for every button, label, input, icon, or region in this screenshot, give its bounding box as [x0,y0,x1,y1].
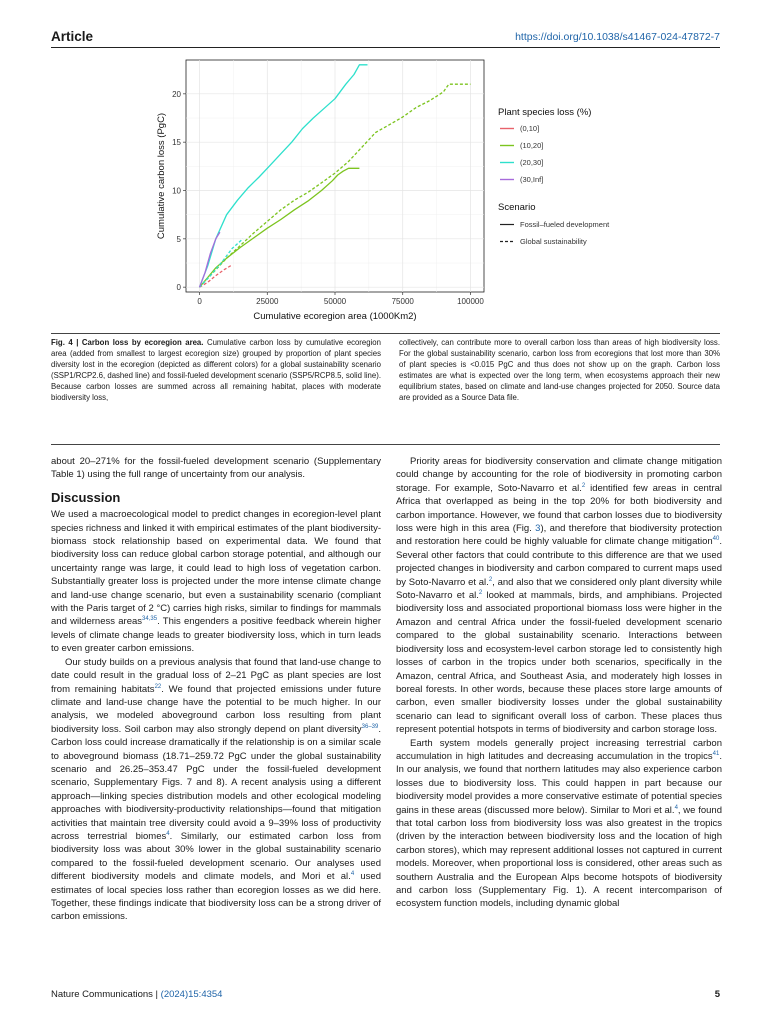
legend-title-color: Plant species loss (%) [498,107,592,118]
reference-superscript[interactable]: 2 [581,482,586,489]
y-tick-label: 20 [172,89,181,99]
footer-citation [51,989,222,1000]
reference-superscript[interactable]: 2 [488,576,493,583]
caption-text-left: Cumulative carbon loss by cumulative ecoregion area (added from smallest to largest ecoregion size) grouped by proportion of plant species diversity lost in the ecoregion (depicted as different colors) for a global sustainability scenario (SSP1/RCP2.6, dashed line) and fossil-fueled development scenario (SSP5/RCP8.5, solid line). Because carbon losses are summed across all remaining habitat, places with moderate biodiversity loss, [51,338,381,402]
reference-superscript[interactable]: 41 [712,750,720,757]
legend-label: (30,Inf] [520,175,544,184]
footer-journal: Nature Communications [51,989,153,1000]
reference-superscript[interactable]: 4 [350,871,355,878]
discussion-paragraph-2: Our study builds on a previous analysis that found that land-use change to date could result in the gradual loss of 2–21 PgC as plant species are lost from remaining habitats$^{22}$. We found that projected emissions under future climate and land-use change have the potential to be much higher. In our analysis, we modeled aboveground carbon loss resulting from plant biodiversity loss. Soil carbon may also strongly depend on plant diversity$^{36-39}$. Carbon loss could increase dramatically if the relationship is on a similar scale to aboveground biomass (18.71–259.72 PgC under the global sustainability scenario and 26.25–353.47 PgC under the fossil-fueled development scenario, Supplementary Figs. 7 and 8). A recent analysis using a different approach—linking species distribution models and other ecological modeling approaches with biodiversity-productivity relationships—found that mitigation activities that maintain tree diversity could avoid a 9–39% loss of productivity across terrestrial biomes$^4$. Similarly, our estimated carbon loss from biodiversity loss was about 30% lower in the global sustainability scenario compared to the fossil-fueled development scenario. Our analyses used different biodiversity models and climate models, and Mori et al.$^4$ used estimates of local species loss rather than ecoregion losses as we did here. Together, these findings indicate that biodiversity loss can be a strong driver of carbon emissions. [51,656,381,923]
figure-reference-link[interactable]: 3 [535,523,541,535]
legend-label: (20,30] [520,158,544,167]
doi-link[interactable]: https://doi.org/10.1038/s41467-024-47872-7 [515,31,720,43]
y-axis-label: Cumulative carbon loss (PgC) [156,112,167,240]
article-type-label: Article [51,29,94,44]
y-tick-label: 5 [176,234,181,244]
legend-label: Global sustainability [520,237,587,246]
y-tick-label: 10 [172,186,181,196]
caption-top-divider [51,333,720,334]
x-tick-label: 100000 [457,297,484,306]
caption-bottom-divider [51,444,720,445]
legend-label: Fossil–fueled development [520,220,610,229]
x-tick-label: 25000 [256,297,279,306]
section-heading: Discussion [51,489,121,505]
reference-superscript[interactable]: 34,35 [142,616,158,623]
header-divider [51,47,720,48]
discussion-paragraph-3: Priority areas for biodiversity conservation and climate change mitigation could change by accounting for the role of biodiversity in promoting carbon storage. For example, Soto-Navarro et al.$^2$ identified few areas in central Africa that overlapped as being in the top 20% for both biodiversity and carbon importance. However, we found that carbon losses due to biodiversity loss were high in this area (Fig. 3), and therefore that biodiversity protection and restoration here could be highly valuable for climate change mitigation$^{40}$. Several other factors that could contribute to this difference are that we used projected changes in biodiversity and carbon compared to current maps used by Soto-Navarro et al.$^2$, and also that we considered only plant diversity while Soto-Navarro et al.$^2$ looked at mammals, birds, and amphibians. Projected biodiversity loss and associated proportional biomass loss were higher in the Amazon and central Africa under the fossil-fueled development scenario compared to the global sustainability scenario. Interactions between biodiversity loss and ecosystem-level carbon storage led to consistently high losses of carbon in the tropics under both scenarios, specifically in the Amazon, central Africa, and Southeast Asia, and moderately high losses in boreal forests. In other words, because these places store large amounts of carbon, even smaller biodiversity losses under the global sustainability scenario can lead to significant overall loss of carbon. These places thus represent potential hotspots in terms of biodiversity and carbon storage loss. [396,456,723,736]
reference-superscript[interactable]: 2 [478,589,483,596]
y-tick-label: 0 [176,283,181,293]
footer-separator: | [155,989,159,1000]
figure-caption-right: collectively, can contribute more to overall carbon loss than areas of high biodiversity loss. For the global sustainability scenario, carbon loss from ecoregions that lost more than 30% of plant species is <0.015 PgC and thus does not show up on the graph. Carbon loss estimates are what is expected over the long term, when ecosystems approach their new equilibrium states, based on climate and land-use changes projected for 2050. Source data are provided as a Source Data file. [399,338,720,402]
figure-caption-left [51,338,381,403]
legend-label: (10,20] [520,141,544,150]
legend-title-scenario: Scenario [498,202,536,213]
discussion-paragraph-4: Earth system models generally project increasing terrestrial carbon accumulation in high latitudes and decreasing accumulation in the tropics$^{41}$. In our analysis, we found that northern latitudes may also experience carbon losses due to biodiversity loss. This could happen in part because our biodiversity model provides a more conservative estimate of potential species gains in these areas (discussed more below). Similar to Mori et al.$^4$, we found that total carbon loss from biodiversity loss was also greatest in the tropics (driven by the interaction between biodiversity loss and the location of high carbon stores), which may represent additional losses not captured in current models. Moreover, when proportional loss is considered, other areas such as southern Australia and the European Alps become hotspots of biodiversity and carbon loss (Supplementary Fig. 1). A recent intercomparison of ecosystem function models, including dynamic global [396,737,722,910]
body-column-right [396,455,722,911]
reference-superscript[interactable]: 4 [166,830,170,837]
carbon-loss-chart [140,52,640,330]
x-axis-label: Cumulative ecoregion area (1000Km2) [253,311,417,322]
reference-superscript[interactable]: 22 [154,683,162,690]
reference-superscript[interactable]: 4 [674,804,678,811]
x-tick-label: 50000 [323,297,347,306]
reference-superscript[interactable]: 40 [712,536,720,543]
footer-volume: (2024)15:4354 [160,989,223,1000]
legend-label: (0,10] [520,124,540,133]
figure-label: Fig. 4 | Carbon loss by ecoregion area. [51,338,204,347]
intro-paragraph: about 20–271% for the fossil-fueled development scenario (Supplementary Table 1) using the full range of uncertainty from our analysis. [51,456,381,481]
discussion-paragraph-1: We used a macroecological model to predict changes in ecoregion-level plant species richness and linked it with empirical estimates of the plant biodiversity-biomass stock relationship based on experimental data. We found that biodiversity loss can reduce global carbon storage potential, and although our uncertainty range was large, it could lead to high loss of vegetation carbon. Substantially greater loss is projected under the more intense climate change and land-use change scenario, but even a sustainability scenario (compliant with the Paris target of 2 °C) carries high risks, similar to findings for mammals and wilderness areas$^{34,35}$. This engenders a positive feedback wherein higher levels of climate change leads to greater biodiversity loss, which in turn leads to even greater carbon emissions. [51,509,382,655]
x-tick-label: 75000 [391,297,414,306]
body-column-left [51,455,381,924]
reference-superscript[interactable]: 36–39 [361,723,379,730]
x-tick-label: 0 [197,297,202,306]
y-tick-label: 15 [172,138,181,148]
page-number: 5 [714,989,720,1000]
